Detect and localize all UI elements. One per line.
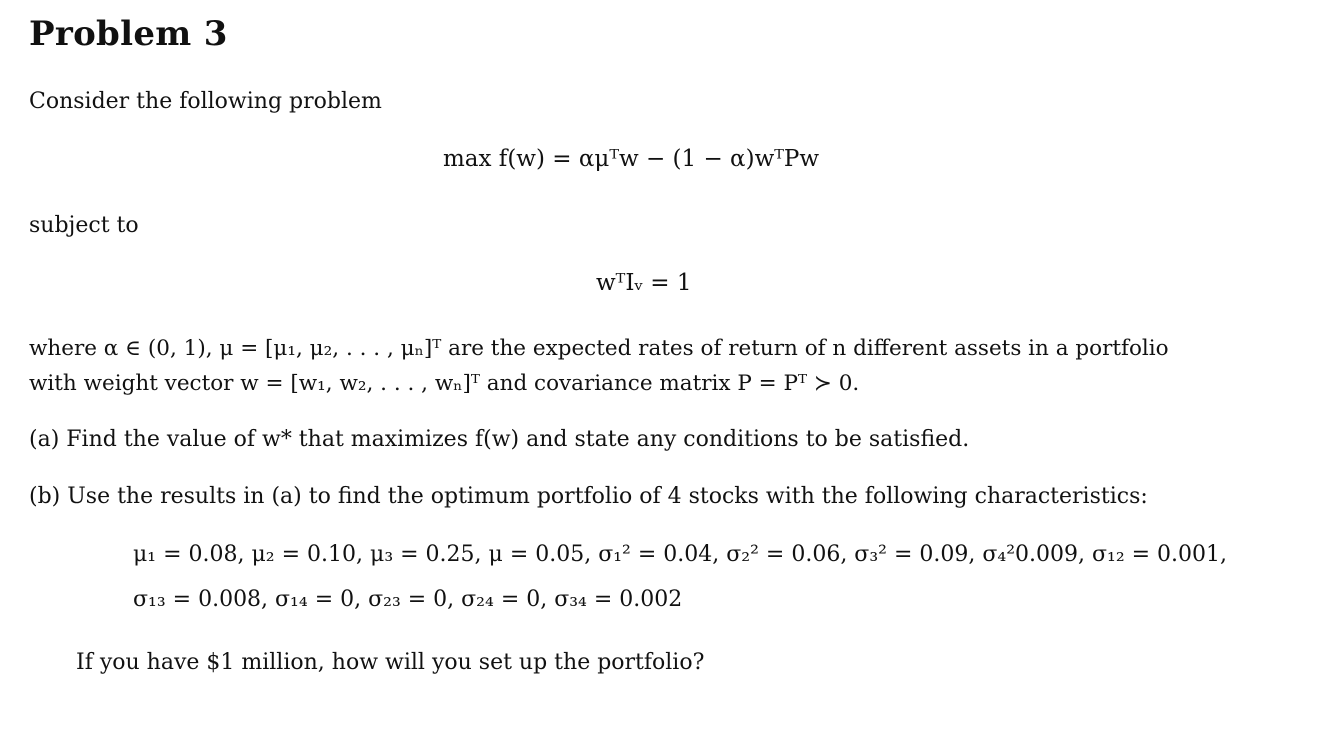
part-b-text: (b) Use the results in (a) to find the optimum portfolio of 4 stocks with the following characteristics: bbox=[29, 484, 1148, 509]
where-line-2: with weight vector w = [w₁, w₂, . . . , wₙ]ᵀ and covariance matrix P = Pᵀ ≻ 0. bbox=[29, 371, 860, 396]
where-line-1: where α ∈ (0, 1), μ = [μ₁, μ₂, . . . , μₙ]ᵀ are the expected rates of return of n different assets in a portfolio bbox=[29, 336, 1169, 361]
question-text: If you have $1 million, how will you set up the portfolio? bbox=[76, 650, 705, 675]
intro-text: Consider the following problem bbox=[29, 89, 382, 114]
constraint-equation: wᵀIᵥ = 1 bbox=[596, 270, 692, 296]
subject-to-text: subject to bbox=[29, 213, 139, 238]
data-line-2: σ₁₃ = 0.008, σ₁₄ = 0, σ₂₃ = 0, σ₂₄ = 0, σ₃₄ = 0.002 bbox=[133, 587, 683, 612]
problem-title: Problem 3 bbox=[29, 14, 228, 54]
part-a-text: (a) Find the value of w* that maximizes f(w) and state any conditions to be satisfied. bbox=[29, 427, 970, 452]
objective-equation: max f(w) = αμᵀw − (1 − α)wᵀPw bbox=[443, 146, 820, 172]
data-line-1: μ₁ = 0.08, μ₂ = 0.10, μ₃ = 0.25, μ = 0.05, σ₁² = 0.04, σ₂² = 0.06, σ₃² = 0.09, σ₄²0.009, σ₁₂ = 0.001, bbox=[133, 542, 1228, 567]
